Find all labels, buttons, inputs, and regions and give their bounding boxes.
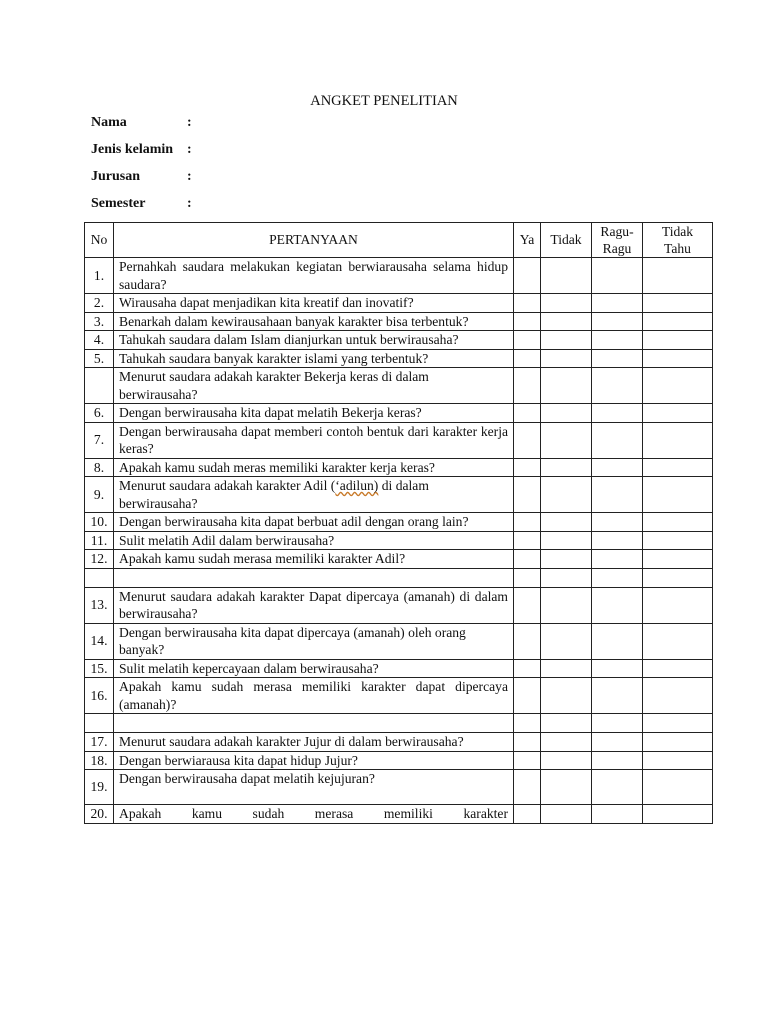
document-title: ANGKET PENELITIAN bbox=[310, 93, 458, 109]
row-number: 16. bbox=[85, 678, 114, 714]
answer-tidak-cell[interactable] bbox=[541, 531, 592, 550]
answer-tidak-cell[interactable] bbox=[541, 422, 592, 458]
questionnaire-table bbox=[84, 222, 713, 824]
row-number: 7. bbox=[85, 422, 114, 458]
answer-tidak-tahu-cell[interactable] bbox=[643, 513, 713, 532]
answer-tidak-cell[interactable] bbox=[541, 312, 592, 331]
spellcheck-word: ‘adilun) bbox=[335, 478, 379, 493]
answer-tidak-tahu-cell[interactable] bbox=[643, 805, 713, 824]
row-number bbox=[85, 368, 114, 404]
answer-ragu-cell[interactable] bbox=[592, 368, 643, 404]
answer-tidak-cell[interactable] bbox=[541, 770, 592, 805]
header-tidak-tahu-line2: Tahu bbox=[664, 241, 691, 256]
field-colon: : bbox=[187, 169, 192, 184]
answer-tidak-cell[interactable] bbox=[541, 623, 592, 659]
answer-ragu-cell[interactable] bbox=[592, 733, 643, 752]
question-text: Apakah kamu sudah merasa memiliki karakter Adil? bbox=[114, 550, 514, 569]
table-row bbox=[85, 770, 713, 805]
answer-tidak-cell[interactable] bbox=[541, 294, 592, 313]
table-row bbox=[85, 805, 713, 824]
table-row bbox=[85, 623, 713, 659]
answer-ya-cell[interactable] bbox=[514, 368, 541, 404]
question-text: Sulit melatih Adil dalam berwirausaha? bbox=[114, 531, 514, 550]
row-number: 20. bbox=[85, 805, 114, 824]
answer-tidak-tahu-cell[interactable] bbox=[643, 733, 713, 752]
answer-ya-cell[interactable] bbox=[514, 258, 541, 294]
header-question: PERTANYAAN bbox=[114, 223, 514, 258]
header-ya: Ya bbox=[514, 223, 541, 258]
answer-ya-cell[interactable] bbox=[514, 568, 541, 587]
answer-tidak-tahu-cell[interactable] bbox=[643, 331, 713, 350]
question-text: Apakah kamu sudah merasa memiliki karakter bbox=[114, 805, 514, 824]
answer-ragu-cell[interactable] bbox=[592, 294, 643, 313]
question-text: Pernahkah saudara melakukan kegiatan berwiarausaha selama hidup saudara? bbox=[114, 258, 514, 294]
field-colon: : bbox=[187, 142, 192, 157]
answer-tidak-tahu-cell[interactable] bbox=[643, 587, 713, 623]
row-number: 5. bbox=[85, 349, 114, 368]
table-row bbox=[85, 477, 713, 513]
table-row bbox=[85, 349, 713, 368]
answer-ya-cell[interactable] bbox=[514, 714, 541, 733]
answer-tidak-cell[interactable] bbox=[541, 678, 592, 714]
question-text: Sulit melatih kepercayaan dalam berwirausaha? bbox=[114, 659, 514, 678]
answer-ya-cell[interactable] bbox=[514, 678, 541, 714]
answer-ya-cell[interactable] bbox=[514, 550, 541, 569]
answer-tidak-cell[interactable] bbox=[541, 587, 592, 623]
answer-ya-cell[interactable] bbox=[514, 404, 541, 423]
question-text: Tahukah saudara dalam Islam dianjurkan untuk berwirausaha? bbox=[114, 331, 514, 350]
table-row-empty bbox=[85, 714, 713, 733]
field-semester bbox=[91, 196, 192, 212]
question-text: Dengan berwirausaha dapat melatih kejujuran? bbox=[114, 770, 514, 805]
header-no: No bbox=[85, 223, 114, 258]
header-ragu-line2: Ragu bbox=[602, 241, 632, 256]
answer-ragu-cell[interactable] bbox=[592, 623, 643, 659]
table-row bbox=[85, 422, 713, 458]
table-row-empty bbox=[85, 568, 713, 587]
row-number bbox=[85, 714, 114, 733]
answer-tidak-tahu-cell[interactable] bbox=[643, 458, 713, 477]
row-number: 11. bbox=[85, 531, 114, 550]
header-tidak-tahu bbox=[643, 223, 713, 258]
row-number: 19. bbox=[85, 770, 114, 805]
question-text: Dengan berwirausaha dapat memberi contoh bentuk dari karakter kerja keras? bbox=[114, 422, 514, 458]
question-text-part: di dalam berwirausaha? bbox=[119, 478, 429, 511]
answer-ya-cell[interactable] bbox=[514, 733, 541, 752]
answer-tidak-tahu-cell[interactable] bbox=[643, 312, 713, 331]
header-tidak: Tidak bbox=[541, 223, 592, 258]
row-number bbox=[85, 568, 114, 587]
answer-tidak-cell[interactable] bbox=[541, 477, 592, 513]
row-number: 3. bbox=[85, 312, 114, 331]
answer-ragu-cell[interactable] bbox=[592, 404, 643, 423]
header-ragu-ragu bbox=[592, 223, 643, 258]
row-number: 14. bbox=[85, 623, 114, 659]
question-text: Dengan berwirausaha kita dapat melatih Bekerja keras? bbox=[114, 404, 514, 423]
field-jurusan bbox=[91, 169, 192, 185]
answer-ya-cell[interactable] bbox=[514, 513, 541, 532]
row-number: 12. bbox=[85, 550, 114, 569]
answer-tidak-tahu-cell[interactable] bbox=[643, 678, 713, 714]
table-row bbox=[85, 531, 713, 550]
question-text bbox=[114, 568, 514, 587]
field-colon: : bbox=[187, 115, 192, 130]
answer-tidak-cell[interactable] bbox=[541, 404, 592, 423]
table-row bbox=[85, 587, 713, 623]
row-number: 6. bbox=[85, 404, 114, 423]
answer-tidak-tahu-cell[interactable] bbox=[643, 477, 713, 513]
question-text-part: Menurut saudara adakah karakter Adil ( bbox=[119, 478, 336, 493]
answer-ragu-cell[interactable] bbox=[592, 513, 643, 532]
answer-tidak-cell[interactable] bbox=[541, 458, 592, 477]
table-row bbox=[85, 368, 713, 404]
answer-tidak-cell[interactable] bbox=[541, 659, 592, 678]
question-text: Tahukah saudara banyak karakter islami yang terbentuk? bbox=[114, 349, 514, 368]
answer-ragu-cell[interactable] bbox=[592, 751, 643, 770]
table-row bbox=[85, 550, 713, 569]
question-text bbox=[114, 477, 514, 513]
answer-tidak-tahu-cell[interactable] bbox=[643, 550, 713, 569]
answer-tidak-cell[interactable] bbox=[541, 368, 592, 404]
table-row bbox=[85, 331, 713, 350]
answer-ragu-cell[interactable] bbox=[592, 714, 643, 733]
question-text: Dengan berwiarausa kita dapat hidup Jujur? bbox=[114, 751, 514, 770]
answer-ragu-cell[interactable] bbox=[592, 678, 643, 714]
answer-ragu-cell[interactable] bbox=[592, 587, 643, 623]
question-text: Wirausaha dapat menjadikan kita kreatif dan inovatif? bbox=[114, 294, 514, 313]
answer-tidak-cell[interactable] bbox=[541, 568, 592, 587]
answer-ya-cell[interactable] bbox=[514, 531, 541, 550]
row-number: 8. bbox=[85, 458, 114, 477]
table-row bbox=[85, 404, 713, 423]
answer-ragu-cell[interactable] bbox=[592, 331, 643, 350]
answer-ragu-cell[interactable] bbox=[592, 477, 643, 513]
answer-tidak-tahu-cell[interactable] bbox=[643, 349, 713, 368]
answer-ya-cell[interactable] bbox=[514, 805, 541, 824]
answer-ragu-cell[interactable] bbox=[592, 659, 643, 678]
table-header-row bbox=[85, 223, 713, 258]
answer-tidak-cell[interactable] bbox=[541, 550, 592, 569]
answer-ya-cell[interactable] bbox=[514, 349, 541, 368]
header-tidak-tahu-line1: Tidak bbox=[661, 224, 694, 239]
field-nama bbox=[91, 115, 192, 131]
field-label: Nama bbox=[91, 115, 127, 130]
row-number: 1. bbox=[85, 258, 114, 294]
answer-ragu-cell[interactable] bbox=[592, 458, 643, 477]
answer-ragu-cell[interactable] bbox=[592, 349, 643, 368]
answer-ragu-cell[interactable] bbox=[592, 312, 643, 331]
answer-ya-cell[interactable] bbox=[514, 659, 541, 678]
field-label: Jurusan bbox=[91, 169, 141, 184]
answer-tidak-cell[interactable] bbox=[541, 714, 592, 733]
header-ragu-line1: Ragu- bbox=[600, 224, 634, 239]
answer-tidak-cell[interactable] bbox=[541, 805, 592, 824]
answer-ragu-cell[interactable] bbox=[592, 550, 643, 569]
answer-tidak-tahu-cell[interactable] bbox=[643, 623, 713, 659]
table-row bbox=[85, 733, 713, 752]
answer-tidak-tahu-cell[interactable] bbox=[643, 751, 713, 770]
answer-tidak-tahu-cell[interactable] bbox=[643, 368, 713, 404]
question-text bbox=[114, 714, 514, 733]
answer-ragu-cell[interactable] bbox=[592, 258, 643, 294]
answer-tidak-tahu-cell[interactable] bbox=[643, 770, 713, 805]
row-number: 9. bbox=[85, 477, 114, 513]
answer-tidak-cell[interactable] bbox=[541, 751, 592, 770]
table-row bbox=[85, 312, 713, 331]
row-number: 18. bbox=[85, 751, 114, 770]
answer-ya-cell[interactable] bbox=[514, 623, 541, 659]
table-row bbox=[85, 751, 713, 770]
answer-ya-cell[interactable] bbox=[514, 331, 541, 350]
answer-ya-cell[interactable] bbox=[514, 312, 541, 331]
question-text: Dengan berwirausaha kita dapat dipercaya (amanah) oleh orang banyak? bbox=[114, 623, 514, 659]
answer-tidak-tahu-cell[interactable] bbox=[643, 422, 713, 458]
answer-tidak-tahu-cell[interactable] bbox=[643, 659, 713, 678]
table-row bbox=[85, 258, 713, 294]
table-row bbox=[85, 458, 713, 477]
answer-ya-cell[interactable] bbox=[514, 477, 541, 513]
answer-tidak-cell[interactable] bbox=[541, 349, 592, 368]
table-row bbox=[85, 678, 713, 714]
question-text: Benarkah dalam kewirausahaan banyak karakter bisa terbentuk? bbox=[114, 312, 514, 331]
answer-ya-cell[interactable] bbox=[514, 294, 541, 313]
table-row bbox=[85, 659, 713, 678]
answer-ragu-cell[interactable] bbox=[592, 422, 643, 458]
answer-ya-cell[interactable] bbox=[514, 770, 541, 805]
field-label: Semester bbox=[91, 196, 146, 211]
field-colon: : bbox=[187, 196, 192, 211]
answer-tidak-tahu-cell[interactable] bbox=[643, 294, 713, 313]
row-number: 4. bbox=[85, 331, 114, 350]
answer-ragu-cell[interactable] bbox=[592, 568, 643, 587]
answer-tidak-cell[interactable] bbox=[541, 733, 592, 752]
table-row bbox=[85, 513, 713, 532]
answer-ragu-cell[interactable] bbox=[592, 531, 643, 550]
row-number: 17. bbox=[85, 733, 114, 752]
row-number: 13. bbox=[85, 587, 114, 623]
answer-tidak-cell[interactable] bbox=[541, 258, 592, 294]
answer-tidak-tahu-cell[interactable] bbox=[643, 258, 713, 294]
row-number: 10. bbox=[85, 513, 114, 532]
answer-tidak-tahu-cell[interactable] bbox=[643, 714, 713, 733]
question-text: Menurut saudara adakah karakter Jujur di dalam berwirausaha? bbox=[114, 733, 514, 752]
question-text: Dengan berwirausaha kita dapat berbuat adil dengan orang lain? bbox=[114, 513, 514, 532]
answer-ragu-cell[interactable] bbox=[592, 770, 643, 805]
answer-tidak-tahu-cell[interactable] bbox=[643, 568, 713, 587]
field-label: Jenis kelamin bbox=[91, 142, 174, 157]
answer-tidak-tahu-cell[interactable] bbox=[643, 404, 713, 423]
answer-ya-cell[interactable] bbox=[514, 751, 541, 770]
question-text: Apakah kamu sudah meras memiliki karakter kerja keras? bbox=[114, 458, 514, 477]
answer-tidak-cell[interactable] bbox=[541, 331, 592, 350]
field-jenis-kelamin bbox=[91, 142, 192, 158]
answer-ya-cell[interactable] bbox=[514, 458, 541, 477]
row-number: 2. bbox=[85, 294, 114, 313]
table-row bbox=[85, 294, 713, 313]
question-text: Menurut saudara adakah karakter Bekerja keras di dalam berwirausaha? bbox=[114, 368, 514, 404]
answer-tidak-tahu-cell[interactable] bbox=[643, 531, 713, 550]
question-text: Apakah kamu sudah merasa memiliki karakter dapat dipercaya (amanah)? bbox=[114, 678, 514, 714]
answer-ya-cell[interactable] bbox=[514, 422, 541, 458]
answer-ragu-cell[interactable] bbox=[592, 805, 643, 824]
answer-tidak-cell[interactable] bbox=[541, 513, 592, 532]
row-number: 15. bbox=[85, 659, 114, 678]
question-text: Menurut saudara adakah karakter Dapat dipercaya (amanah) di dalam berwirausaha? bbox=[114, 587, 514, 623]
answer-ya-cell[interactable] bbox=[514, 587, 541, 623]
